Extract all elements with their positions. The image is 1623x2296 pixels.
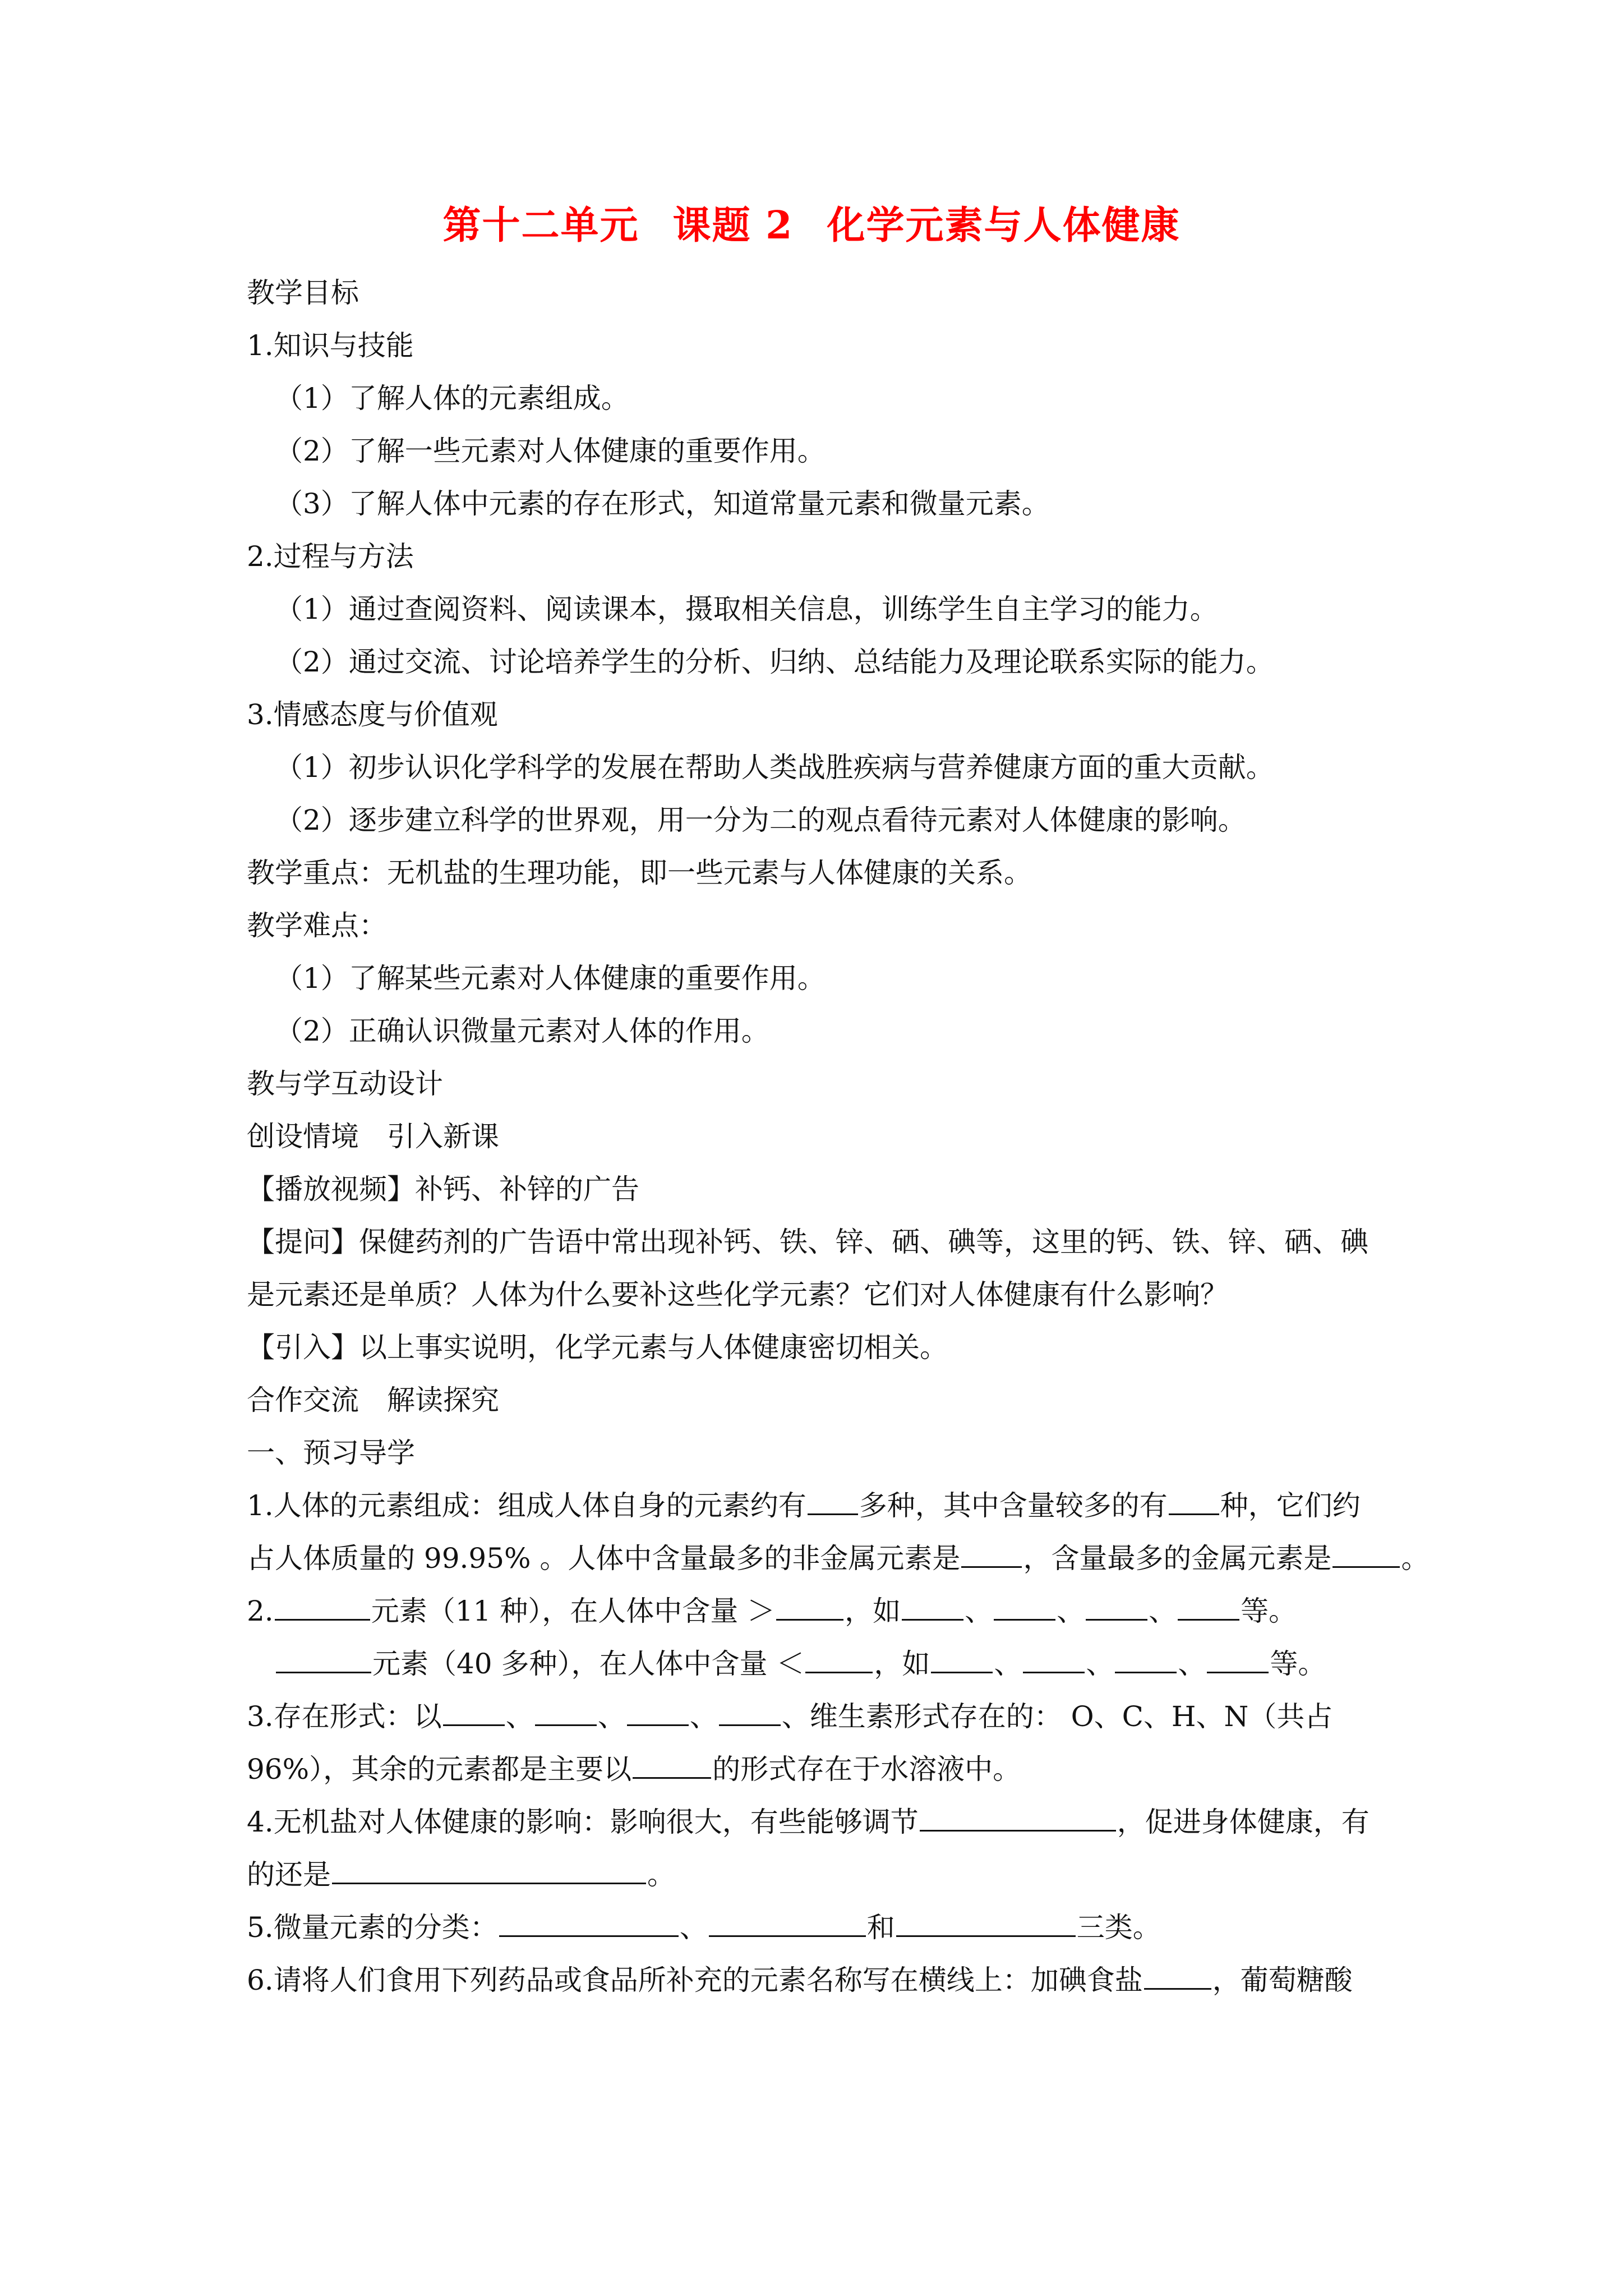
difficulty-item-1: （1）了解某些元素对人体健康的重要作用。 bbox=[275, 962, 826, 995]
heading-teaching-goals: 教学目标 bbox=[247, 277, 359, 309]
q1-text-a: 1.人体的元素组成：组成人体自身的元素约有 bbox=[247, 1489, 806, 1522]
q1-text-e: ，含量最多的金属元素是 bbox=[1023, 1542, 1332, 1575]
q2-text-f: ，如 bbox=[874, 1648, 930, 1680]
q2-sep-4: 、 bbox=[994, 1648, 1022, 1680]
preview-heading: 一、预习导学 bbox=[247, 1437, 415, 1469]
q2-text-c: ，如 bbox=[845, 1595, 901, 1627]
q4-text-c: 的还是 bbox=[247, 1858, 331, 1891]
q2-sep-2: 、 bbox=[1057, 1595, 1085, 1627]
q3-sep-2: 、 bbox=[597, 1700, 626, 1733]
q3-line-2 bbox=[247, 1752, 1021, 1786]
goal-attitude-heading: 3.情感态度与价值观 bbox=[247, 698, 498, 731]
q4-blank-2[interactable] bbox=[332, 1858, 646, 1884]
cooperation-heading: 合作交流 解读探究 bbox=[247, 1384, 499, 1416]
q4-blank-1[interactable] bbox=[920, 1805, 1116, 1832]
goal-knowledge-item-1: （1）了解人体的元素组成。 bbox=[275, 382, 629, 415]
q1-blank-4[interactable] bbox=[1332, 1542, 1400, 1568]
q5-blank-3[interactable] bbox=[896, 1911, 1076, 1937]
q2-blank-5[interactable] bbox=[1086, 1594, 1147, 1621]
goal-knowledge-item-3: （3）了解人体中元素的存在形式，知道常量元素和微量元素。 bbox=[275, 487, 1050, 520]
q1-line-2 bbox=[247, 1542, 1429, 1575]
q2-sep-5: 、 bbox=[1086, 1648, 1114, 1680]
q2-text-d: 等。 bbox=[1241, 1595, 1297, 1627]
q2-blank-11[interactable] bbox=[1115, 1647, 1177, 1673]
goal-knowledge-heading: 1.知识与技能 bbox=[247, 329, 414, 362]
q2-line-1 bbox=[247, 1594, 1297, 1628]
q3-text-b: 、维生素形式存在的： O、C、H、N（共占 bbox=[781, 1700, 1333, 1733]
q5-text-a: 5.微量元素的分类： bbox=[247, 1911, 498, 1944]
q5-blank-2[interactable] bbox=[709, 1911, 866, 1937]
scene-intro-heading: 创设情境 引入新课 bbox=[247, 1120, 499, 1153]
q2-text-g: 等。 bbox=[1270, 1648, 1326, 1680]
intro-line: 【引入】以上事实说明，化学元素与人体健康密切相关。 bbox=[247, 1331, 948, 1364]
q1-text-d: 占人体质量的 99.95% 。人体中含量最多的非金属元素是 bbox=[247, 1542, 961, 1575]
q2-text-b: 元素（11 种），在人体中含量 ＞ bbox=[371, 1595, 776, 1627]
q1-blank-1[interactable] bbox=[808, 1489, 858, 1515]
title-unit: 第十二单元 bbox=[442, 203, 639, 248]
q1-blank-3[interactable] bbox=[961, 1542, 1022, 1568]
goal-process-item-1: （1）通过查阅资料、阅读课本，摄取相关信息，训练学生自主学习的能力。 bbox=[275, 593, 1218, 625]
q2-blank-8[interactable] bbox=[805, 1647, 873, 1673]
q3-text-d: 的形式存在于水溶液中。 bbox=[712, 1753, 1021, 1786]
q5-text-b: 和 bbox=[866, 1911, 895, 1944]
q2-blank-7[interactable] bbox=[276, 1647, 371, 1673]
q5-line bbox=[247, 1911, 1161, 1944]
q6-blank-1[interactable] bbox=[1144, 1963, 1211, 1990]
q3-sep-3: 、 bbox=[689, 1700, 718, 1733]
q5-sep: 、 bbox=[679, 1911, 708, 1944]
q3-blank-2[interactable] bbox=[535, 1700, 597, 1726]
q3-blank-5[interactable] bbox=[633, 1752, 711, 1779]
difficulty-item-2: （2）正确认识微量元素对人体的作用。 bbox=[275, 1015, 769, 1047]
q3-blank-4[interactable] bbox=[719, 1700, 781, 1726]
q3-blank-1[interactable] bbox=[443, 1700, 505, 1726]
goal-attitude-item-2: （2）逐步建立科学的世界观，用一分为二的观点看待元素对人体健康的影响。 bbox=[275, 804, 1246, 836]
teaching-key-point: 教学重点：无机盐的生理功能，即一些元素与人体健康的关系。 bbox=[247, 857, 1032, 889]
q5-blank-1[interactable] bbox=[499, 1911, 679, 1937]
q4-text-b: ，促进身体健康，有 bbox=[1117, 1806, 1370, 1838]
q1-text-f: 。 bbox=[1401, 1542, 1430, 1575]
goal-process-heading: 2.过程与方法 bbox=[247, 540, 414, 573]
q3-blank-3[interactable] bbox=[627, 1700, 689, 1726]
q4-text-a: 4.无机盐对人体健康的影响：影响很大，有些能够调节 bbox=[247, 1806, 919, 1838]
goal-process-item-2: （2）通过交流、讨论培养学生的分析、归纳、总结能力及理论联系实际的能力。 bbox=[275, 646, 1274, 678]
question-line-1: 【提问】保健药剂的广告语中常出现补钙、铁、锌、硒、碘等，这里的钙、铁、锌、硒、碘 bbox=[247, 1226, 1368, 1258]
q2-line-2 bbox=[275, 1647, 1326, 1681]
q2-sep-3: 、 bbox=[1149, 1595, 1177, 1627]
teaching-difficulty-heading: 教学难点： bbox=[247, 909, 387, 942]
q2-blank-3[interactable] bbox=[902, 1594, 963, 1621]
q2-blank-12[interactable] bbox=[1207, 1647, 1269, 1673]
play-video-line: 【播放视频】补钙、补锌的广告 bbox=[247, 1173, 639, 1205]
q2-text-e: 元素（40 多种），在人体中含量 ＜ bbox=[372, 1648, 805, 1680]
q2-blank-9[interactable] bbox=[931, 1647, 993, 1673]
goal-knowledge-item-2: （2）了解一些元素对人体健康的重要作用。 bbox=[275, 435, 826, 467]
q2-blank-6[interactable] bbox=[1178, 1594, 1239, 1621]
title-lesson: 课题 2 bbox=[672, 203, 794, 248]
q3-line-1 bbox=[247, 1700, 1332, 1733]
q3-sep-1: 、 bbox=[505, 1700, 534, 1733]
q2-sep-1: 、 bbox=[965, 1595, 993, 1627]
q4-line-1 bbox=[247, 1805, 1370, 1839]
question-line-2: 是元素还是单质？人体为什么要补这些化学元素？它们对人体健康有什么影响？ bbox=[247, 1278, 1228, 1311]
q2-sep-6: 、 bbox=[1178, 1648, 1206, 1680]
q4-line-2 bbox=[247, 1858, 675, 1892]
q1-line-1 bbox=[247, 1489, 1361, 1522]
q3-text-a: 3.存在形式：以 bbox=[247, 1700, 442, 1733]
q2-blank-2[interactable] bbox=[776, 1594, 843, 1621]
title-topic: 化学元素与人体健康 bbox=[827, 203, 1181, 248]
q2-blank-4[interactable] bbox=[994, 1594, 1055, 1621]
q1-text-c: 种，它们约 bbox=[1220, 1489, 1361, 1522]
q2-blank-1[interactable] bbox=[275, 1594, 370, 1621]
q1-text-b: 多种，其中含量较多的有 bbox=[859, 1489, 1168, 1522]
q3-text-c: 96%），其余的元素都是主要以 bbox=[247, 1753, 632, 1786]
goal-attitude-item-1: （1）初步认识化学科学的发展在帮助人类战胜疾病与营养健康方面的重大贡献。 bbox=[275, 751, 1274, 784]
q2-blank-10[interactable] bbox=[1023, 1647, 1085, 1673]
q1-blank-2[interactable] bbox=[1169, 1489, 1219, 1515]
q2-text-a: 2. bbox=[247, 1595, 274, 1627]
q4-text-d: 。 bbox=[647, 1858, 675, 1891]
page-title bbox=[0, 195, 1623, 250]
q6-line bbox=[247, 1963, 1353, 1997]
q6-text-b: ，葡萄糖酸 bbox=[1212, 1964, 1353, 1996]
q6-text-a: 6.请将人们食用下列药品或食品所补充的元素名称写在横线上：加碘食盐 bbox=[247, 1964, 1143, 1996]
q5-text-c: 三类。 bbox=[1076, 1911, 1161, 1944]
interaction-design-heading: 教与学互动设计 bbox=[247, 1068, 443, 1100]
